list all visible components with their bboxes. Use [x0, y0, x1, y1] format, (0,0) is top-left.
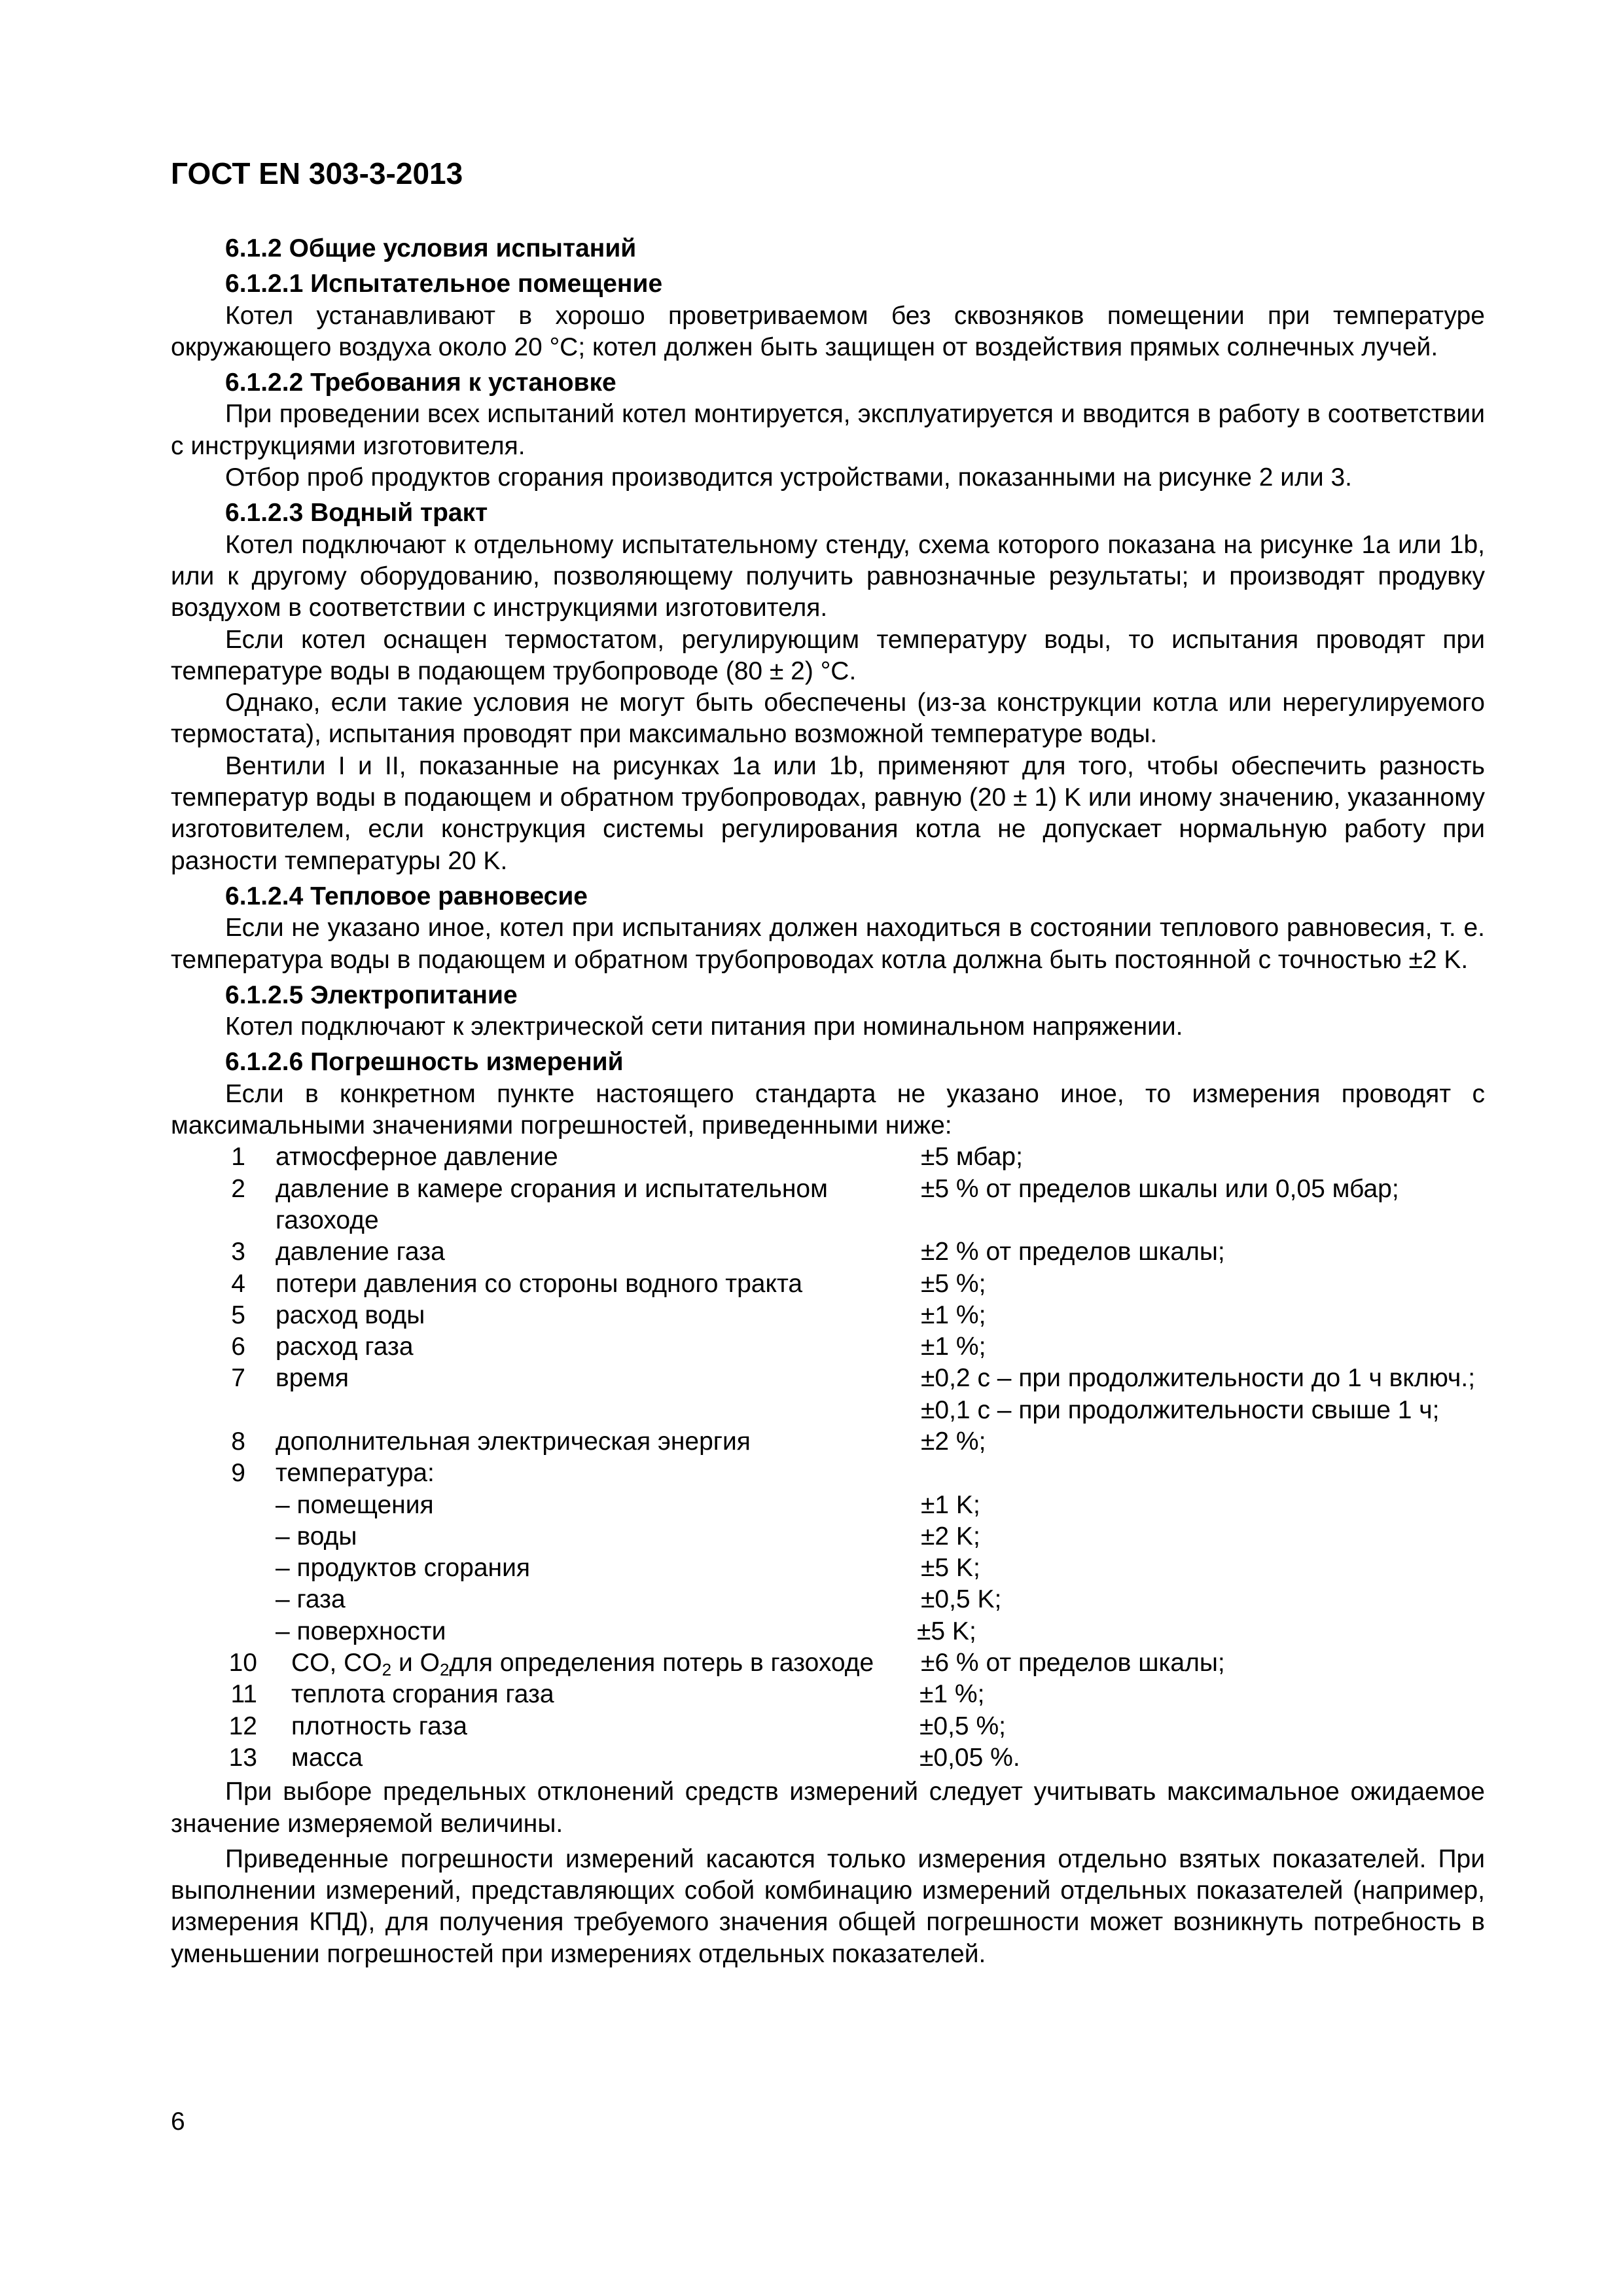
item-label-continuation: газоходе: [276, 1206, 379, 1234]
item-number: 1: [231, 1143, 245, 1172]
item-label: расход газа: [276, 1333, 414, 1361]
tolerance-row: [171, 1426, 1485, 1458]
section-heading-6-1-2-3: 6.1.2.3 Водный тракт: [225, 499, 488, 528]
tolerance-row: [171, 1742, 1485, 1774]
paragraph: Если не указано иное, котел при испытаниях должен находиться в состоянии теплового равновесия, т. е. температура воды в подающем и обратном трубопроводах котла должна быть постоянной с точностью ±2 K.: [171, 914, 1485, 974]
item-number-empty: [171, 1490, 245, 1521]
tolerance-row: [171, 1236, 1485, 1268]
item-number: 6: [231, 1333, 245, 1361]
item-value: ±1 %;: [921, 1333, 986, 1361]
item-value: ±2 %;: [921, 1427, 986, 1456]
item-number: 2: [231, 1174, 245, 1203]
item-number: 8: [231, 1427, 245, 1456]
paragraph: Котел подключают к электрической сети питания при номинальном напряжении.: [225, 1013, 1183, 1041]
paragraph: Если котел оснащен термостатом, регулирующим температуру воды, то испытания проводят при температуре воды в подающем трубопроводе (80 ± 2) °С.: [171, 625, 1485, 685]
item-label: [257, 1647, 921, 1679]
tolerance-row: [171, 1711, 1485, 1742]
page-number: 6: [171, 2108, 185, 2136]
item-number: 3: [231, 1238, 245, 1266]
item-value: ±5 %;: [921, 1269, 986, 1298]
tolerance-row: [171, 1268, 1485, 1300]
item-number-empty: [171, 1584, 245, 1615]
tolerance-row: [171, 1300, 1485, 1331]
item-value: ±6 % от пределов шкалы;: [921, 1649, 1225, 1677]
item-number-empty: [171, 1521, 245, 1552]
tolerance-row: [171, 1141, 1485, 1173]
item-value: ±5 % от пределов шкалы или 0,05 мбар;: [921, 1174, 1399, 1203]
item-label: время: [276, 1364, 349, 1393]
section-heading-6-1-2-1: 6.1.2.1 Испытательное помещение: [225, 270, 663, 298]
item-value: ±2 % от пределов шкалы;: [921, 1238, 1225, 1266]
tolerance-row: [171, 1331, 1485, 1363]
item-value: ±5 K;: [917, 1617, 976, 1645]
subscript: 2: [382, 1660, 392, 1680]
tolerance-row-continuation: [171, 1395, 1485, 1426]
item-value: ±0,05 %.: [919, 1743, 1020, 1772]
item-label: температура:: [276, 1459, 435, 1488]
item-number-empty: [171, 1552, 245, 1584]
paragraph: Вентили I и II, показанные на рисунках 1a или 1b, применяют для того, чтобы обеспечить разность температур воды в подающем и обратном трубопроводах, равную (20 ± 1) K или иному значению, указанному изготовителем, если конструкция системы регулирования котла не допускает нормальную работу при разности температуры 20 K.: [171, 751, 1485, 875]
paragraph: При проведении всех испытаний котел монтируется, эксплуатируется и вводится в работу в соответствии с инструкциями изготовителя.: [171, 400, 1485, 460]
item-number: 9: [231, 1459, 245, 1488]
section-heading-6-1-2-5: 6.1.2.5 Электропитание: [225, 980, 518, 1009]
tolerance-subrow: [171, 1490, 1485, 1521]
section-heading-6-1-2: 6.1.2 Общие условия испытаний: [225, 234, 637, 262]
tolerance-subrow: [171, 1616, 1485, 1647]
tolerance-row: [171, 1363, 1485, 1394]
item-value: ±0,5 K;: [921, 1585, 1002, 1614]
item-label: давление в камере сгорания и испытательном: [276, 1174, 828, 1203]
item-sublabel: – продуктов сгорания: [276, 1554, 530, 1583]
tolerance-subrow: [171, 1584, 1485, 1615]
item-sublabel: – поверхности: [276, 1617, 446, 1645]
item-label-empty: [245, 1395, 921, 1426]
tolerance-row: [171, 1679, 1485, 1710]
paragraph: Если в конкретном пункте настоящего стандарта не указано иное, то измерения проводят с максимальными значениями погрешностей, приведенными ниже:: [171, 1079, 1485, 1140]
item-number: 10: [228, 1649, 257, 1677]
item-value: ±5 мбар;: [921, 1143, 1023, 1172]
item-label: масса: [291, 1743, 363, 1772]
item-label: дополнительная электрическая энергия: [276, 1427, 751, 1456]
label-text: CO, CO: [291, 1649, 382, 1677]
item-number-empty: [171, 1616, 245, 1647]
section-heading-6-1-2-4: 6.1.2.4 Тепловое равновесие: [225, 882, 588, 910]
item-number: 12: [228, 1712, 257, 1740]
tolerance-row-continuation: [171, 1205, 1485, 1236]
tolerance-row: [171, 1174, 1485, 1205]
item-value: ±2 K;: [921, 1522, 980, 1551]
item-number-empty: [171, 1395, 245, 1426]
item-value: ±0,5 %;: [919, 1712, 1006, 1740]
tolerance-subrow: [171, 1552, 1485, 1584]
tolerance-list: [171, 1141, 1485, 1774]
paragraph: Отбор проб продуктов сгорания производится устройствами, показанными на рисунке 2 или 3.: [225, 463, 1352, 492]
section-heading-6-1-2-2: 6.1.2.2 Требования к установке: [225, 368, 616, 397]
item-number: 5: [231, 1300, 245, 1329]
item-value: ±1 K;: [921, 1490, 980, 1519]
tolerance-subrow: [171, 1521, 1485, 1552]
paragraph: Котел устанавливают в хорошо проветриваемом без сквозняков помещении при температуре окружающего воздуха около 20 °С; котел должен быть защищен от воздействия прямых солнечных лучей.: [171, 301, 1485, 361]
item-number: 7: [231, 1364, 245, 1393]
item-number: 13: [228, 1743, 257, 1772]
item-number: 11: [230, 1680, 257, 1709]
tolerance-row: [171, 1647, 1485, 1679]
item-label: расход воды: [276, 1300, 425, 1329]
tolerance-row: [171, 1458, 1485, 1489]
item-sublabel: – газа: [276, 1585, 346, 1614]
item-sublabel: – помещения: [276, 1490, 434, 1519]
subscript: 2: [439, 1660, 450, 1680]
item-value: ±1 %;: [919, 1680, 985, 1709]
document-body: [171, 233, 1485, 1970]
paragraph: Приведенные погрешности измерений касаются только измерения отдельно взятых показателей. При выполнении измерений, представляющих собой комбинацию измерений отдельных показателей (например, измерения КПД), для получения требуемого значения общей погрешности может возникнуть потребность в уменьшении погрешностей при измерениях отдельных показателей.: [171, 1844, 1485, 1968]
item-number: 4: [231, 1269, 245, 1298]
item-value: ±0,2 с – при продолжительности до 1 ч включ.;: [921, 1364, 1476, 1393]
item-label: давление газа: [276, 1238, 445, 1266]
paragraph: Однако, если такие условия не могут быть обеспечены (из-за конструкции котла или нерегулируемого термостата), испытания проводят при максимально возможной температуре воды.: [171, 689, 1485, 749]
item-sublabel: – воды: [276, 1522, 357, 1551]
item-number-empty: [171, 1205, 245, 1236]
label-text: для определения потерь в газоходе: [449, 1649, 874, 1677]
item-label: плотность газа: [291, 1712, 467, 1740]
item-value-continuation: ±0,1 с – при продолжительности свыше 1 ч;: [921, 1395, 1440, 1424]
item-label: потери давления со стороны водного тракта: [276, 1269, 803, 1298]
document-code-header: ГОСТ EN 303-3-2013: [171, 156, 463, 190]
item-label: теплота сгорания газа: [291, 1680, 554, 1709]
label-text: и O: [391, 1649, 440, 1677]
section-heading-6-1-2-6: 6.1.2.6 Погрешность измерений: [225, 1048, 624, 1077]
item-value: ±5 K;: [921, 1554, 980, 1583]
paragraph: Котел подключают к отдельному испытательному стенду, схема которого показана на рисунке 1a или 1b, или к другому оборудованию, позволяющему получить равнозначные результаты; и производят продувку воздухом в соответствии с инструкциями изготовителя.: [171, 530, 1485, 622]
item-label: атмосферное давление: [276, 1143, 558, 1172]
paragraph: При выборе предельных отклонений средств измерений следует учитывать максимальное ожидаемое значение измеряемой величины.: [171, 1778, 1485, 1838]
item-value: ±1 %;: [921, 1300, 986, 1329]
